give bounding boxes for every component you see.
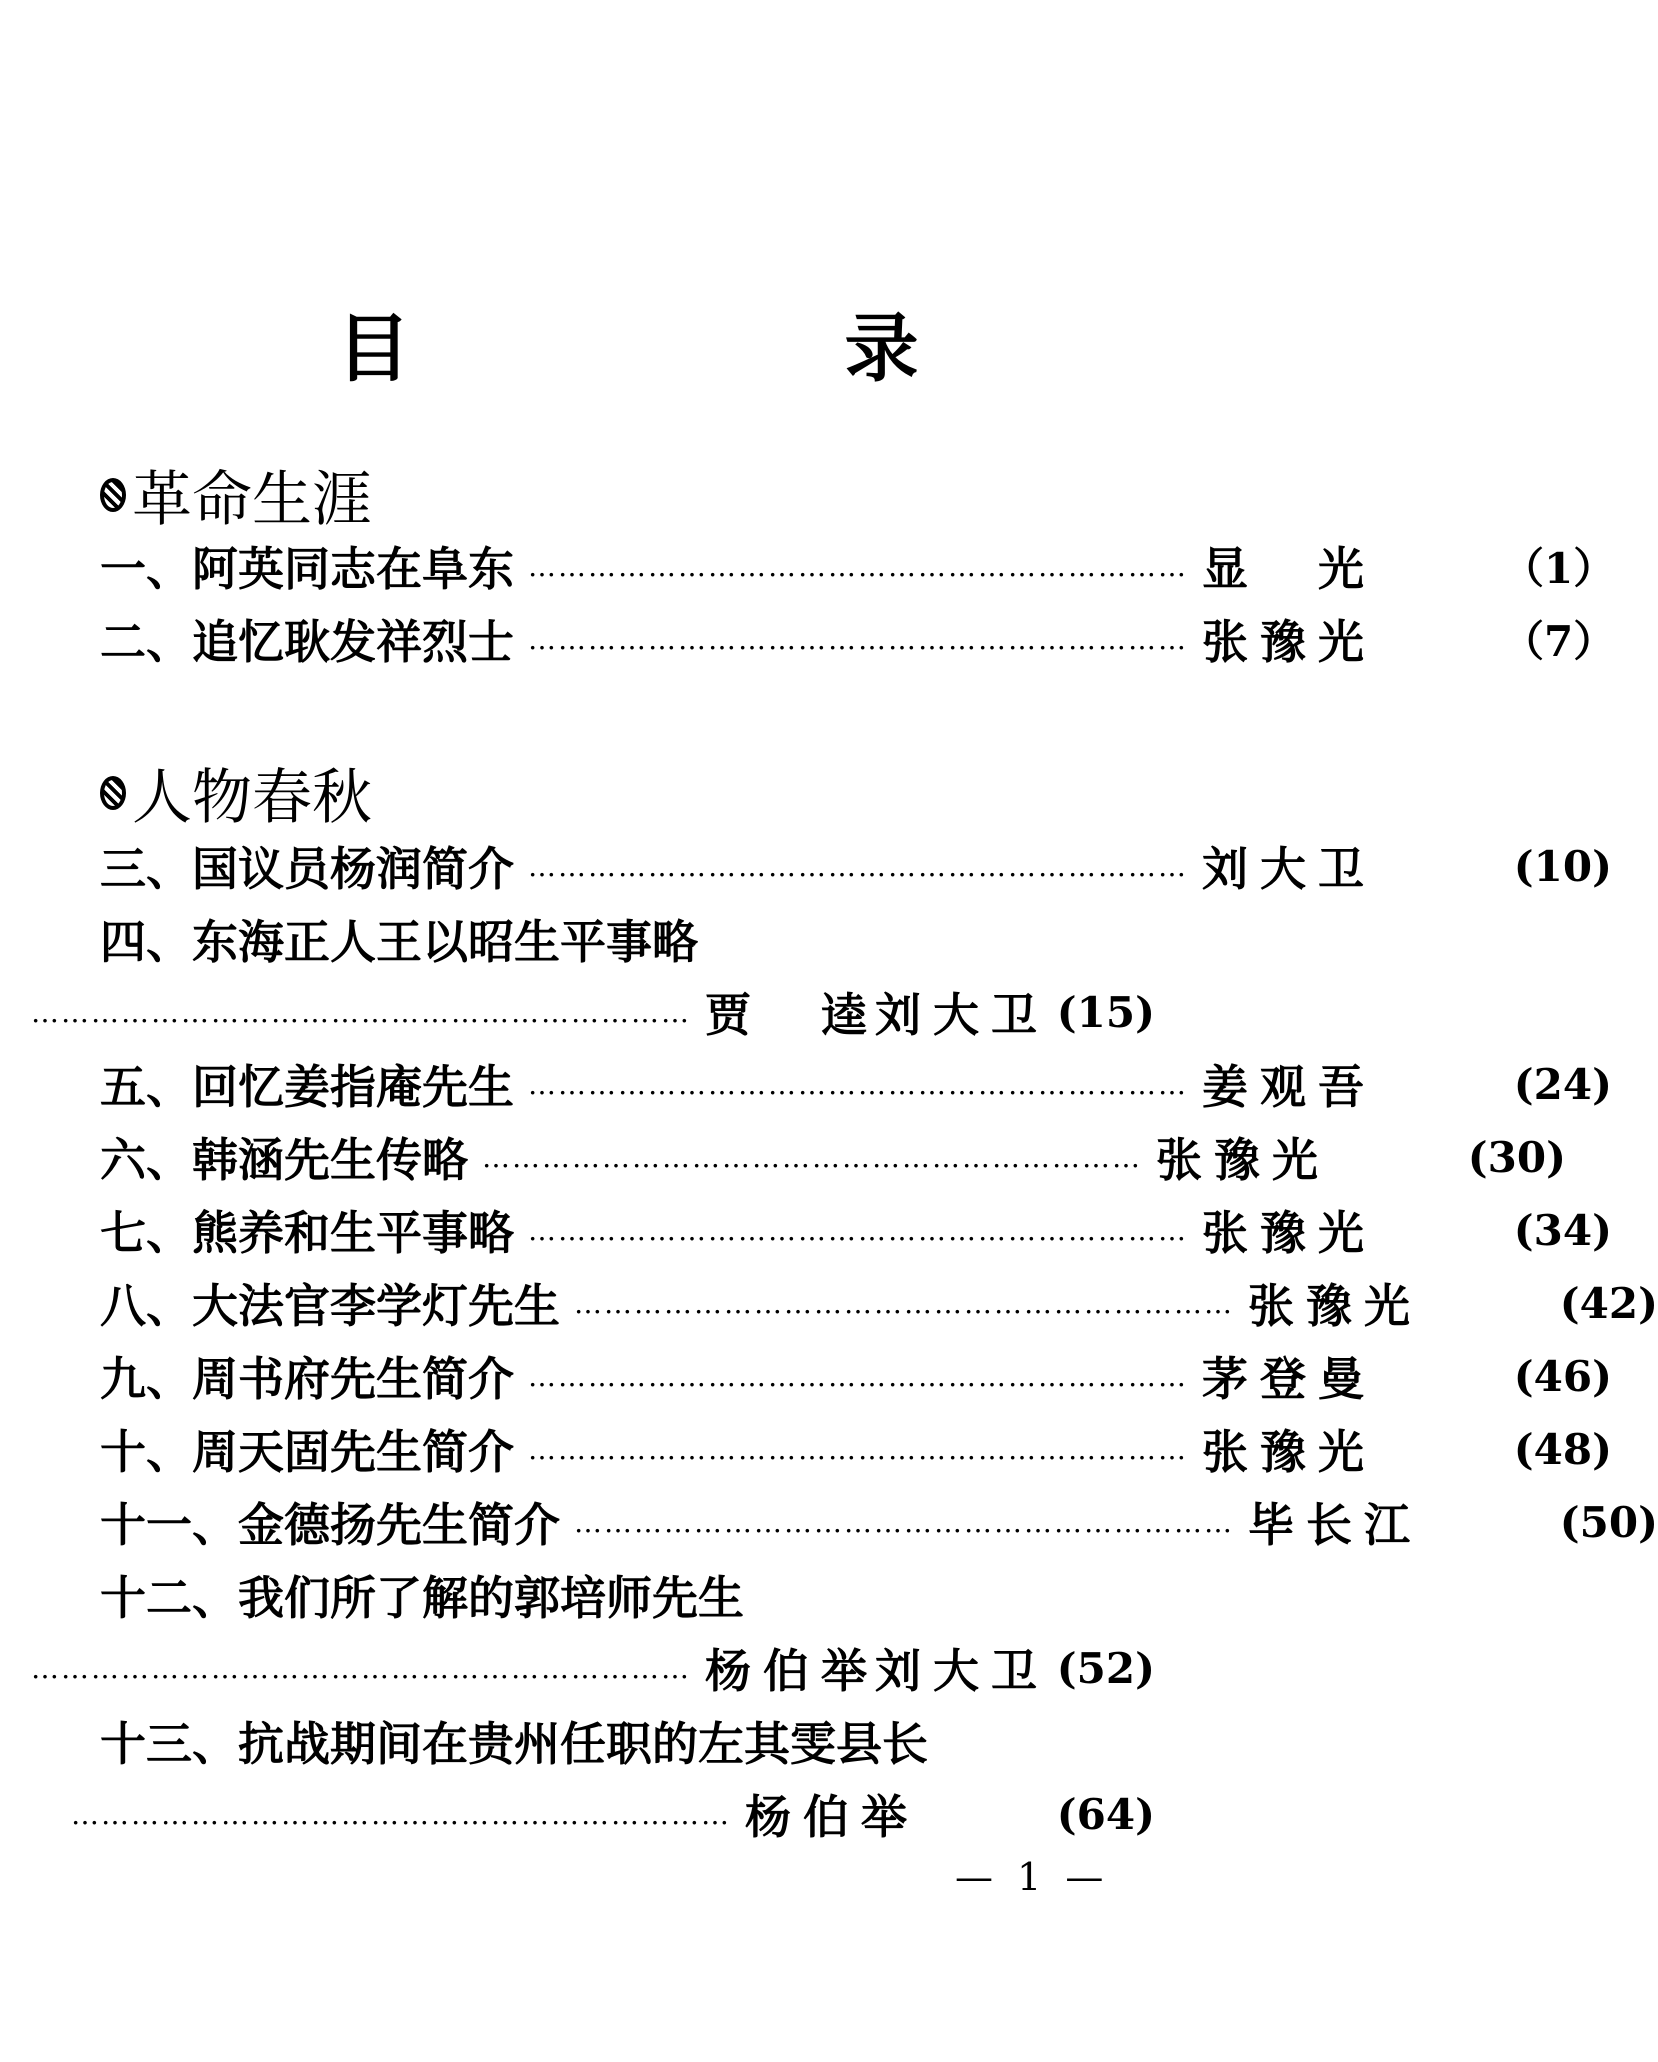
page-number: — 1 — xyxy=(955,1855,1110,1899)
dot-leader: ………………………………………………………… xyxy=(528,849,1188,883)
entry-title: 一、阿英同志在阜东 xyxy=(100,542,514,596)
entry-page: (52) xyxy=(1056,1643,1155,1693)
entry-author: 张豫光 xyxy=(1156,1133,1330,1187)
toc-entry[interactable] xyxy=(100,530,1616,602)
entry-author: 显 光 xyxy=(1202,542,1376,596)
section-heading-revolution xyxy=(100,452,372,538)
toc-entry[interactable] xyxy=(100,1705,1155,1777)
dot-leader: ………………………………………………………… xyxy=(31,995,691,1029)
entry-title: 八、大法官李学灯先生 xyxy=(100,1279,560,1333)
entry-page: (46) xyxy=(1513,1351,1612,1401)
entry-title: 五、回忆姜指庵先生 xyxy=(100,1060,514,1114)
entry-author: 刘大卫 xyxy=(875,1644,1049,1698)
toc-entry[interactable] xyxy=(100,1121,1566,1193)
toc-entry[interactable] xyxy=(100,1048,1612,1120)
bullet-icon xyxy=(100,478,126,512)
entry-title: 七、熊养和生平事略 xyxy=(100,1206,514,1260)
entry-page: （7） xyxy=(1502,617,1616,666)
dot-leader: ………………………………………………………… xyxy=(528,1067,1188,1101)
section-heading-label: 革命生涯 xyxy=(132,465,372,535)
entry-page: (64) xyxy=(1056,1789,1155,1839)
entry-coauthor: 杨伯举 xyxy=(705,1644,879,1698)
entry-page: (10) xyxy=(1513,841,1612,891)
toc-entry[interactable] xyxy=(100,830,1612,902)
entry-page: （1） xyxy=(1502,544,1616,593)
toc-entry[interactable] xyxy=(100,1267,1658,1339)
toc-entry[interactable] xyxy=(100,1340,1612,1412)
entry-author: 杨伯举 xyxy=(745,1790,919,1844)
dot-leader: ………………………………………………………… xyxy=(482,1140,1142,1174)
entry-page: (50) xyxy=(1559,1497,1658,1547)
dot-leader: ………………………………………………………… xyxy=(528,1432,1188,1466)
entry-title: 九、周书府先生简介 xyxy=(100,1352,514,1406)
entry-author: 姜观吾 xyxy=(1202,1060,1376,1114)
page-title: 目 录 xyxy=(336,306,1099,392)
entry-page: (24) xyxy=(1513,1059,1612,1109)
dot-leader: ………………………………………………………… xyxy=(31,1651,691,1685)
dot-leader: ………………………………………………………… xyxy=(528,549,1188,583)
entry-title: 二、追忆耿发祥烈士 xyxy=(100,615,514,669)
entry-title: 十、周天固先生简介 xyxy=(100,1425,514,1479)
toc-entry[interactable] xyxy=(100,1486,1658,1558)
entry-author: 张豫光 xyxy=(1202,1425,1376,1479)
entry-title: 十三、抗战期间在贵州任职的左其雯县长 xyxy=(100,1717,928,1771)
entry-author: 刘大卫 xyxy=(1202,842,1376,896)
toc-entry-continuation[interactable] xyxy=(31,1632,1155,1704)
toc-entry[interactable] xyxy=(100,603,1616,675)
dot-leader: ………………………………………………………… xyxy=(528,1213,1188,1247)
entry-title: 六、韩涵先生传略 xyxy=(100,1133,468,1187)
toc-entry-continuation[interactable] xyxy=(31,976,1155,1048)
toc-entry[interactable] xyxy=(100,1559,1155,1631)
entry-author: 张豫光 xyxy=(1202,615,1376,669)
dot-leader: ………………………………………………………… xyxy=(71,1797,731,1831)
toc-entry[interactable] xyxy=(100,903,1155,975)
entry-title: 十一、金德扬先生简介 xyxy=(100,1498,560,1552)
entry-author: 张豫光 xyxy=(1248,1279,1422,1333)
bullet-icon xyxy=(100,776,126,810)
entry-author: 茅登曼 xyxy=(1202,1352,1376,1406)
toc-entry[interactable] xyxy=(100,1194,1612,1266)
section-heading-figures xyxy=(100,750,372,836)
dot-leader: ………………………………………………………… xyxy=(574,1286,1234,1320)
section-heading-label: 人物春秋 xyxy=(132,763,372,833)
toc-entry[interactable] xyxy=(100,1413,1612,1485)
toc-entry-continuation[interactable] xyxy=(71,1778,1155,1850)
dot-leader: ………………………………………………………… xyxy=(528,622,1188,656)
entry-page: (34) xyxy=(1513,1205,1612,1255)
entry-title: 十二、我们所了解的郭培师先生 xyxy=(100,1571,744,1625)
entry-page: (15) xyxy=(1056,987,1155,1037)
entry-coauthor: 贾 逵 xyxy=(705,988,879,1042)
entry-author: 毕长江 xyxy=(1248,1498,1422,1552)
entry-page: (48) xyxy=(1513,1424,1612,1474)
dot-leader: ………………………………………………………… xyxy=(574,1505,1234,1539)
dot-leader: ………………………………………………………… xyxy=(528,1359,1188,1393)
entry-author: 张豫光 xyxy=(1202,1206,1376,1260)
entry-page: (42) xyxy=(1559,1278,1658,1328)
entry-author: 刘大卫 xyxy=(875,988,1049,1042)
entry-page: (30) xyxy=(1467,1132,1566,1182)
entry-title: 三、国议员杨润简介 xyxy=(100,842,514,896)
entry-title: 四、东海正人王以昭生平事略 xyxy=(100,915,698,969)
